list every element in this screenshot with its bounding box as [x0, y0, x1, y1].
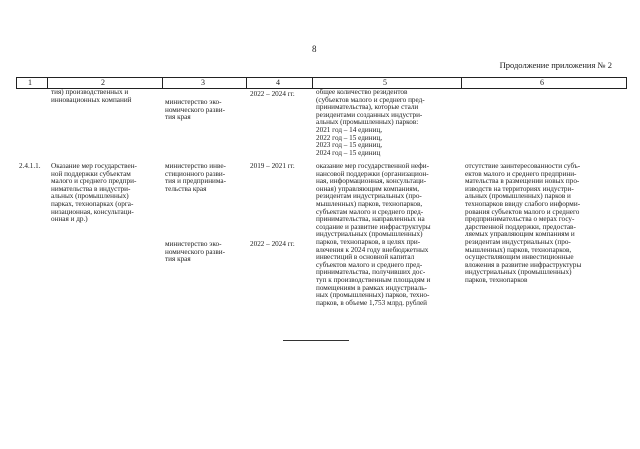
block2-period-b: 2022 – 2024 гг. — [250, 240, 295, 248]
col-divider-5 — [312, 77, 313, 89]
block2-number: 2.4.1.1. — [19, 162, 41, 170]
block1-period: 2022 – 2024 гг. — [250, 90, 295, 98]
header-cell-6: 6 — [540, 78, 544, 87]
col-divider-2 — [47, 77, 48, 89]
header-cell-5: 5 — [383, 78, 387, 87]
col-divider-4 — [246, 77, 247, 89]
block2-executor-b: министерство эко- номического разви- тия края — [165, 240, 226, 264]
block2-period-a: 2019 – 2021 гг. — [250, 162, 295, 170]
table-header-top-border — [16, 77, 626, 78]
footer-rule — [283, 340, 349, 341]
col-divider-6 — [461, 77, 462, 89]
header-cell-3: 3 — [201, 78, 205, 87]
block2-measure: Оказание мер государствен- ной поддержки субъектам малого и среднего предпри- нимательства в индустри- альных (промышленных) парках, технопарках (орга- низационная, консультаци- онная и др.) — [51, 162, 137, 224]
header-cell-1: 1 — [28, 78, 32, 87]
header-cell-4: 4 — [276, 78, 280, 87]
page-number: 8 — [312, 44, 317, 54]
appendix-label: Продолжение приложения № 2 — [499, 60, 612, 70]
block1-measure-cont: тия) производственных и инновационных компаний — [51, 88, 132, 104]
col-divider-3 — [162, 77, 163, 89]
block2-executor-a: министерство инве- стиционного разви- тия и предпринима- тельства края — [165, 162, 226, 193]
col-divider-7 — [626, 77, 627, 89]
block2-risk: отсутствие заинтересованности субъ- ектов малого и среднего предприни- мательства в размещении новых про- изводств на территориях индустри- альных (промышленных) парков и технопарков ввиду слабого информи- рования субъектов малого и среднего предпринимательства о мерах госу- дарственной поддержки, предостав- ляемых управляющим компаниям и резидентам индустриальных (про- мышленных) парков, технопарков, осуществляющим инвестиционные вложения в развитие инфраструктуры индустриальных (промышленных) парков, технопарков — [465, 162, 582, 284]
col-divider-1 — [16, 77, 17, 89]
block1-executor: министерство эко- номического разви- тия края — [165, 98, 226, 122]
header-cell-2: 2 — [101, 78, 105, 87]
block2-result: оказание мер государственной нефи- нансовой поддержки (организацион- ная, информационная, консультаци- онная) управляющим компаниям, резидентам индустриальных (про- мышленных) парков, технопарков, субъектам малого и среднего пред- принимательства, направленных на создание и развитие инфраструктуры индустриальных (промышленных) парков, технопарков, в целях при- влечения к 2024 году внебюджетных инвестиций в основной капитал субъектов малого и среднего пред- принимательства, получивших дос- туп к производственным площадям и помещениям в рамках индустриаль- ных (промышленных) парков, техно- парков, в объеме 1,753 млрд. рублей — [316, 162, 431, 307]
block1-result: общее количество резидентов (субъектов малого и среднего пред- принимательства), которые стали резидентами созданных индустри- альных (промышленных) парков: 2021 год – 14 единиц, 2022 год – 15 единиц, 2023 год – 15 единиц, 2024 год – 15 единиц — [316, 88, 425, 157]
